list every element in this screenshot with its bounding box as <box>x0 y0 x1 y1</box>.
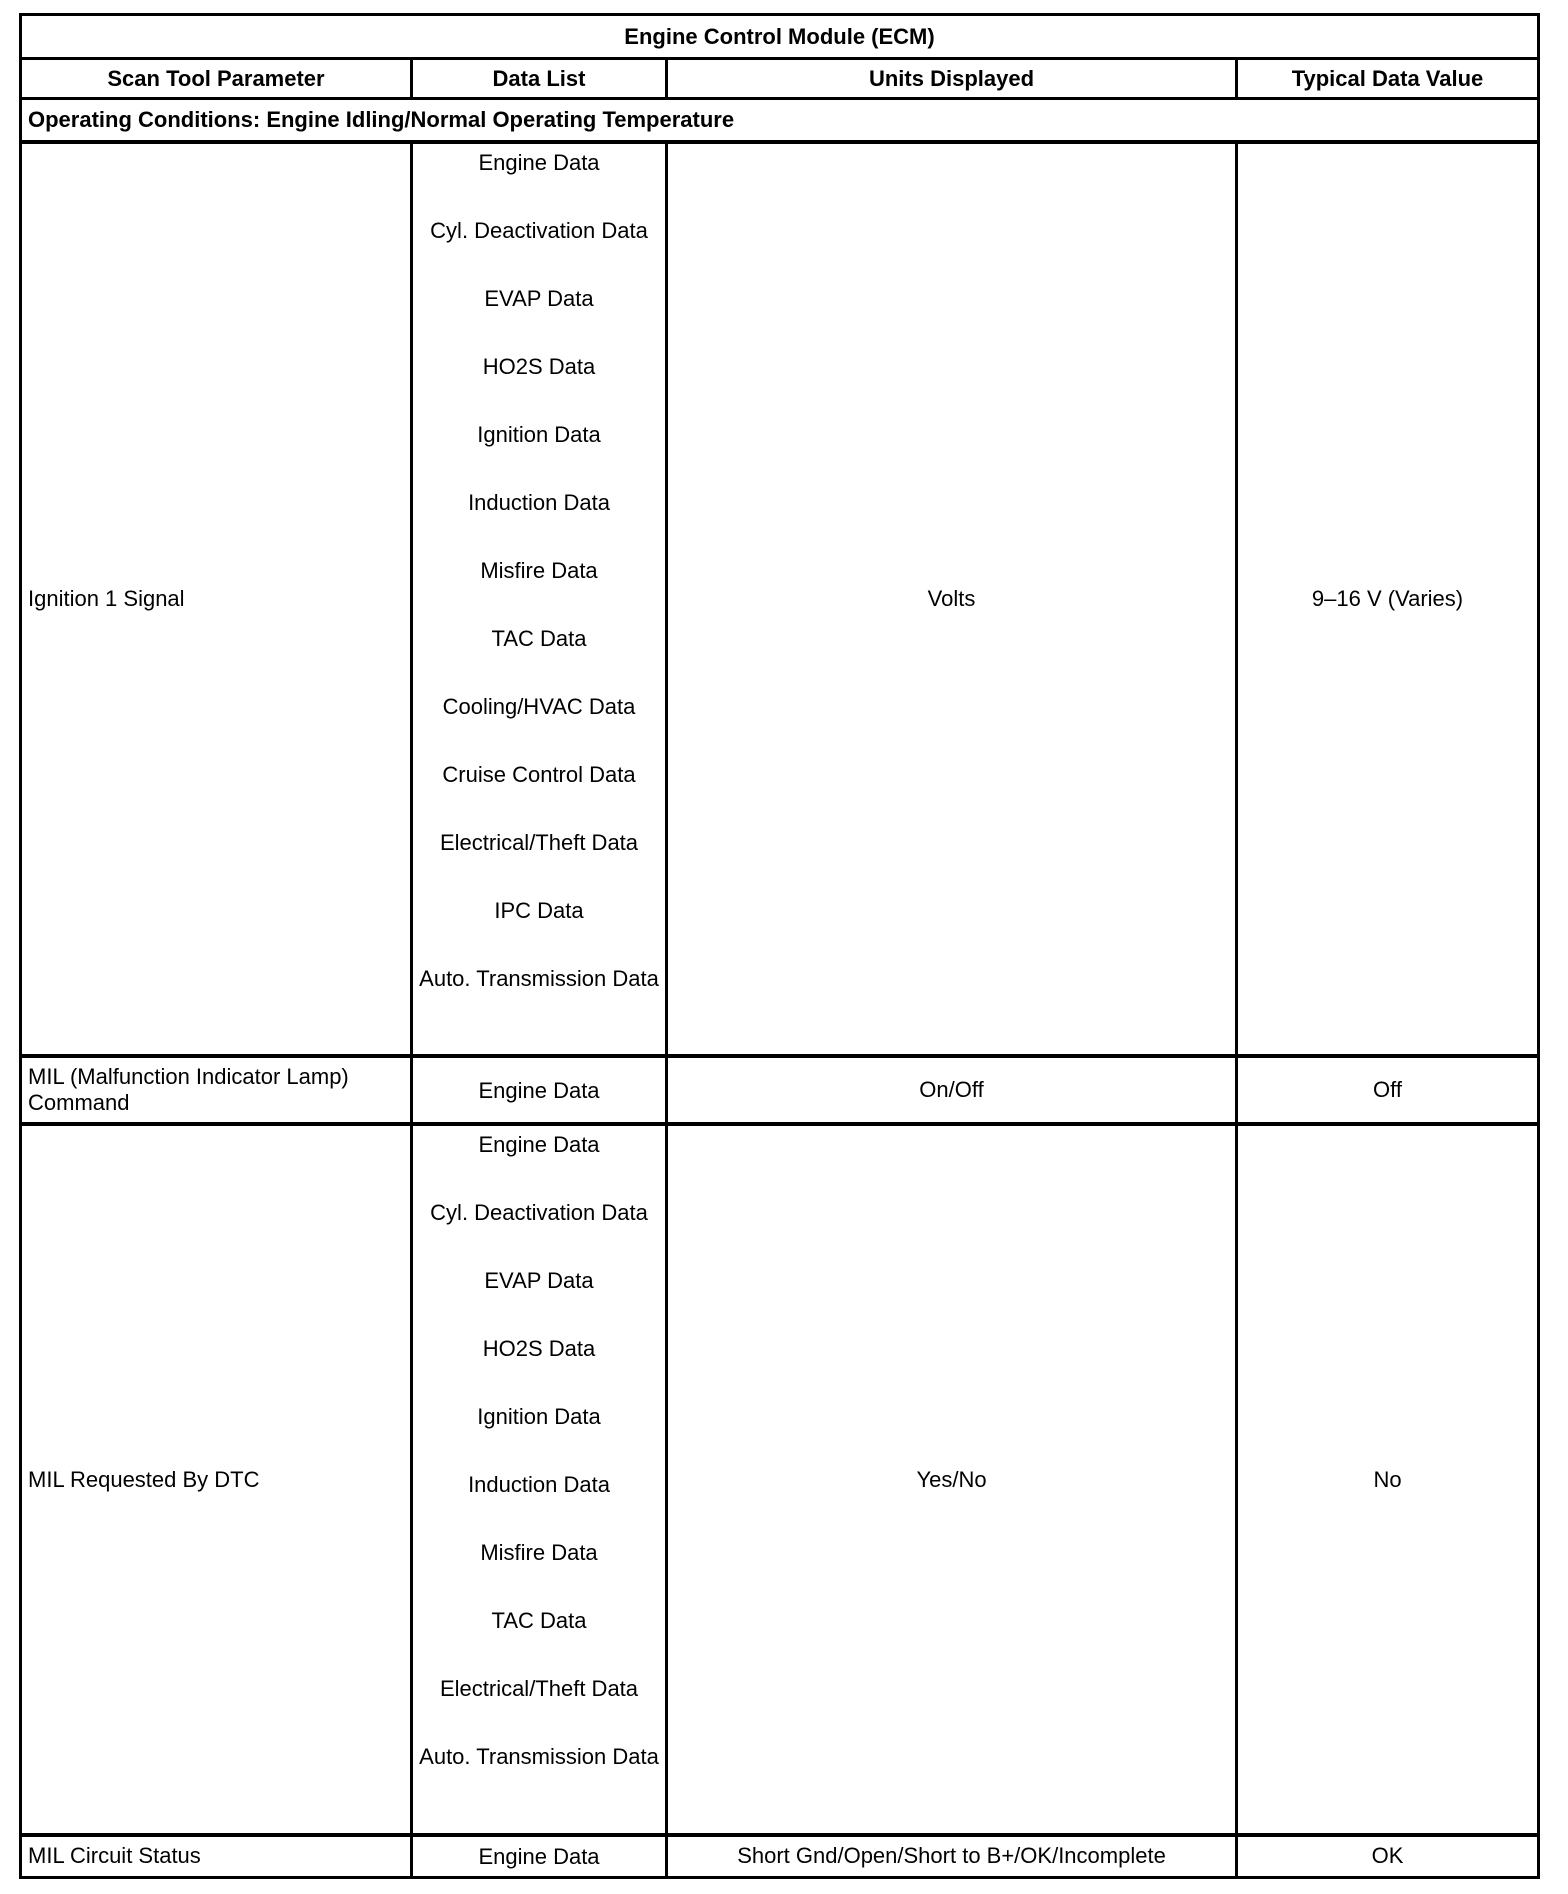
scan-tool-parameter: MIL (Malfunction Indicator Lamp) Command <box>21 1056 412 1124</box>
data-list-item: HO2S Data <box>482 354 596 379</box>
data-list-item: Cooling/HVAC Data <box>442 694 636 719</box>
data-list-item: TAC Data <box>491 626 587 651</box>
table-row <box>21 1124 1539 1835</box>
header-data-list: Data List <box>412 59 667 99</box>
table-row <box>21 1835 1539 1877</box>
scan-tool-parameter: MIL Requested By DTC <box>21 1124 412 1835</box>
data-list-cell <box>412 1056 667 1124</box>
typical-data-value: No <box>1237 1124 1539 1835</box>
data-list-item: Engine Data <box>478 150 600 175</box>
data-list-item: EVAP Data <box>484 286 594 311</box>
typical-data-value: OK <box>1237 1835 1539 1877</box>
table-title: Engine Control Module (ECM) <box>21 15 1539 59</box>
data-list-item: Engine Data <box>478 1077 600 1103</box>
table-row <box>21 1056 1539 1124</box>
data-list-item: Electrical/Theft Data <box>439 1676 639 1701</box>
units-displayed: Volts <box>667 142 1237 1056</box>
data-list-item: Induction Data <box>468 1472 610 1497</box>
header-units-displayed: Units Displayed <box>667 59 1237 99</box>
data-list-item: EVAP Data <box>484 1268 594 1293</box>
data-list-item: Cruise Control Data <box>442 762 636 787</box>
data-list-item: Auto. Transmission Data <box>419 966 659 991</box>
data-list-item: Induction Data <box>468 490 610 515</box>
scan-tool-parameter: MIL Circuit Status <box>21 1835 412 1877</box>
units-displayed: Yes/No <box>667 1124 1237 1835</box>
units-displayed: Short Gnd/Open/Short to B+/OK/Incomplete <box>667 1835 1237 1877</box>
table-row <box>21 142 1539 1056</box>
scan-tool-parameter: Ignition 1 Signal <box>21 142 412 1056</box>
units-displayed: On/Off <box>667 1056 1237 1124</box>
typical-data-value: 9–16 V (Varies) <box>1237 142 1539 1056</box>
ecm-data-table <box>19 13 1540 1879</box>
header-typical-data-value: Typical Data Value <box>1237 59 1539 99</box>
data-list-item: Misfire Data <box>480 558 598 583</box>
data-list-item: Auto. Transmission Data <box>419 1744 659 1769</box>
data-list-item: Ignition Data <box>477 1404 601 1429</box>
operating-conditions: Operating Conditions: Engine Idling/Normal Operating Temperature <box>21 99 1539 143</box>
data-list-item: Engine Data <box>478 1132 600 1157</box>
header-row <box>21 59 1539 99</box>
data-list-item: Cyl. Deactivation Data <box>430 218 648 243</box>
data-list-item: TAC Data <box>491 1608 587 1633</box>
data-list-cell <box>412 142 667 1056</box>
data-list-item: Electrical/Theft Data <box>439 830 639 855</box>
header-scan-tool-parameter: Scan Tool Parameter <box>21 59 412 99</box>
data-list-item: Cyl. Deactivation Data <box>430 1200 648 1225</box>
typical-data-value: Off <box>1237 1056 1539 1124</box>
data-list-item: IPC Data <box>494 898 584 923</box>
data-list-cell <box>412 1124 667 1835</box>
data-list-item: Misfire Data <box>480 1540 598 1565</box>
data-list-item: HO2S Data <box>482 1336 596 1361</box>
data-list-cell <box>412 1835 667 1877</box>
data-list-item: Ignition Data <box>477 422 601 447</box>
data-list-item: Engine Data <box>478 1843 600 1869</box>
